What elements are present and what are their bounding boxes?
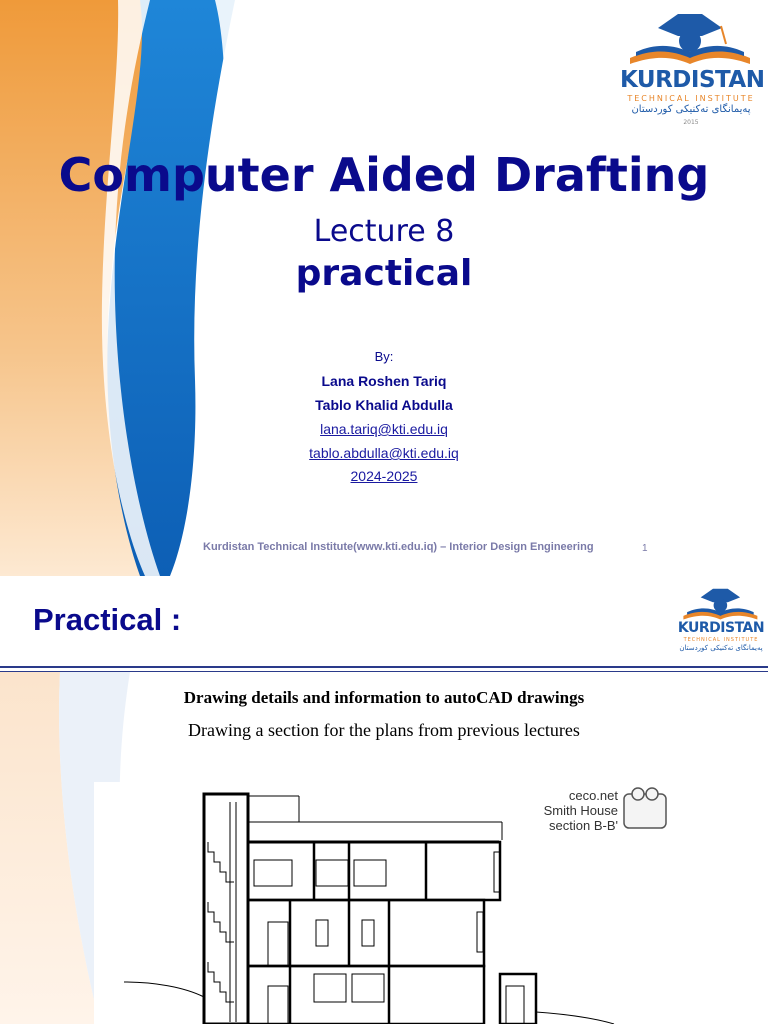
by-label: By: <box>374 349 394 364</box>
email-link[interactable]: tablo.abdulla@kti.edu.iq <box>309 445 459 461</box>
drawing-caption <box>514 788 618 833</box>
heading-divider <box>0 666 768 668</box>
page-number: 1 <box>642 543 648 554</box>
author-name: Tablo Khalid Abdulla <box>315 397 453 413</box>
logo-badge: KTI <box>640 35 655 44</box>
academic-year: 2024-2025 <box>350 468 418 484</box>
logo-subtitle: TECHNICAL INSTITUTE <box>627 94 755 103</box>
practical-slide <box>0 576 768 1024</box>
logo-arabic: پەیمانگای تەکنیکی کوردستان <box>679 644 763 652</box>
slide-footer: Kurdistan Technical Institute(www.kti.edu.iq) – Interior Design Engineering <box>203 541 594 553</box>
kti-logo <box>676 582 766 662</box>
heading-divider <box>0 671 768 672</box>
logo-arabic: پەیمانگای تەکنیکی کوردستان <box>631 104 751 115</box>
lecture-number: Lecture 8 <box>313 214 455 249</box>
caption-line: Smith House <box>543 803 618 818</box>
caption-line: ceco.net <box>568 788 618 803</box>
logo-name: KURDISTAN <box>677 620 765 636</box>
lecture-type: practical <box>295 253 473 294</box>
presentation-title: Computer Aided Drafting <box>58 148 710 202</box>
logo-subtitle: TECHNICAL INSTITUTE <box>683 637 759 643</box>
section-drawing <box>94 782 676 1024</box>
slide-heading: Practical : <box>33 602 182 637</box>
caption-line: section B-B' <box>549 818 618 833</box>
kti-logo <box>618 6 764 130</box>
ceco-logo-icon <box>624 788 666 828</box>
slide-subtitle: Drawing a section for the plans from previous lectures <box>188 720 580 740</box>
logo-name: KURDISTAN <box>620 67 765 93</box>
email-link[interactable]: lana.tariq@kti.edu.iq <box>320 421 448 437</box>
author-name: Lana Roshen Tariq <box>321 373 447 389</box>
slide-subtitle-bold: Drawing details and information to autoCAD drawings <box>183 688 585 707</box>
logo-year: 2015 <box>683 119 699 126</box>
